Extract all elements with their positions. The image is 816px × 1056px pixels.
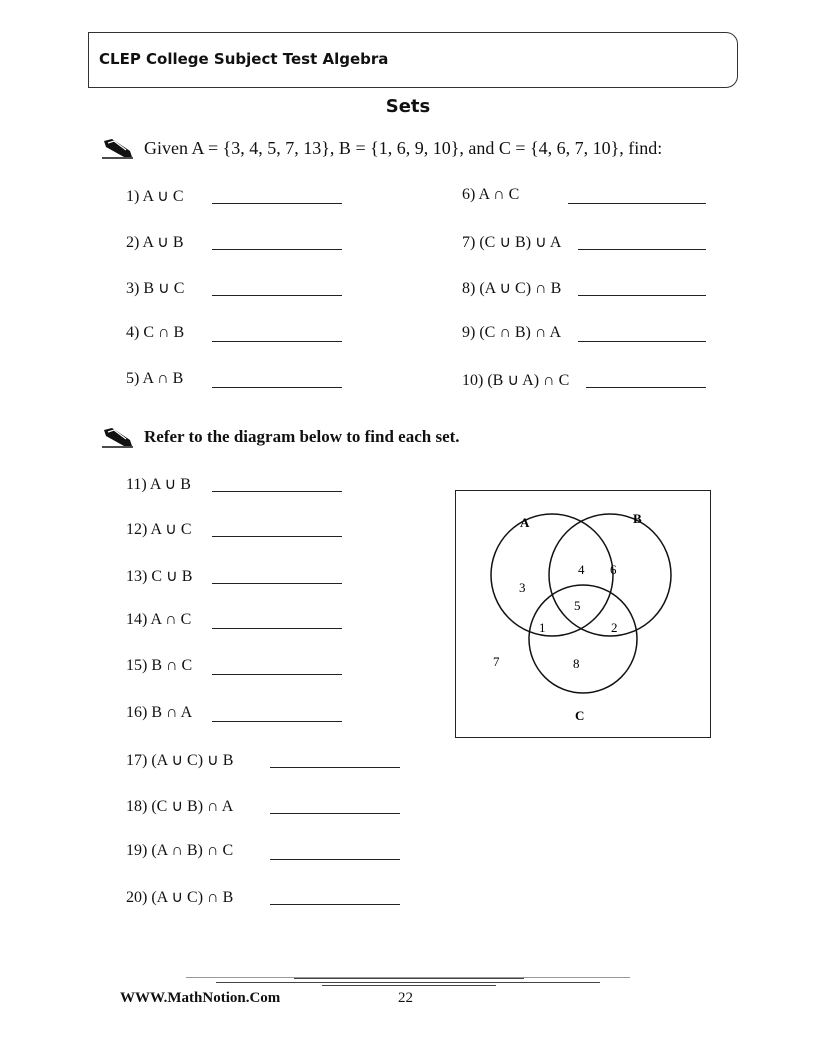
question-10: 10) (B ∪ A) ∩ C <box>462 372 570 389</box>
question-12: 12) A ∪ C <box>126 521 192 538</box>
question-1: 1) A ∪ C <box>126 188 184 205</box>
question-2: 2) A ∪ B <box>126 234 184 251</box>
question-14: 14) A ∩ C <box>126 611 192 628</box>
answer-blank-14[interactable] <box>212 628 342 629</box>
footer-website: WWW.MathNotion.Com <box>120 990 281 1006</box>
section2-instruction-row <box>102 426 460 448</box>
question-16: 16) B ∩ A <box>126 704 193 721</box>
answer-blank-7[interactable] <box>578 249 706 250</box>
question-3: 3) B ∪ C <box>126 280 185 297</box>
answer-blank-12[interactable] <box>212 536 342 537</box>
question-4: 4) C ∩ B <box>126 324 185 341</box>
footer-divider <box>322 985 496 986</box>
venn-label-b: B <box>633 511 642 526</box>
question-7: 7) (C ∪ B) ∪ A <box>462 234 562 251</box>
question-15: 15) B ∩ C <box>126 657 193 674</box>
section1-instruction-row <box>102 137 662 159</box>
venn-region-label: 5 <box>574 598 581 613</box>
venn-region-label: 6 <box>610 562 617 577</box>
venn-circle-c <box>529 585 637 693</box>
header-box <box>88 32 738 88</box>
venn-region-label: 2 <box>611 620 618 635</box>
pencil-hand-icon <box>102 137 134 159</box>
page-number: 22 <box>398 990 413 1006</box>
answer-blank-15[interactable] <box>212 674 342 675</box>
question-18: 18) (C ∪ B) ∩ A <box>126 798 234 815</box>
question-13: 13) C ∪ B <box>126 568 193 585</box>
venn-region-label: 8 <box>573 656 580 671</box>
answer-blank-16[interactable] <box>212 721 342 722</box>
footer-divider <box>294 978 524 979</box>
venn-label-a: A <box>520 515 530 530</box>
pencil-hand-icon <box>102 426 134 448</box>
answer-blank-9[interactable] <box>578 341 706 342</box>
answer-blank-11[interactable] <box>212 491 342 492</box>
answer-blank-18[interactable] <box>270 813 400 814</box>
venn-circle-a <box>491 514 613 636</box>
answer-blank-8[interactable] <box>578 295 706 296</box>
answer-blank-1[interactable] <box>212 203 342 204</box>
question-20: 20) (A ∪ C) ∩ B <box>126 889 234 906</box>
page-title: Sets <box>385 96 431 117</box>
answer-blank-2[interactable] <box>212 249 342 250</box>
answer-blank-19[interactable] <box>270 859 400 860</box>
venn-region-label: 4 <box>578 562 585 577</box>
question-19: 19) (A ∩ B) ∩ C <box>126 842 234 859</box>
venn-diagram-svg <box>456 491 709 736</box>
question-11: 11) A ∪ B <box>126 476 191 493</box>
footer-divider <box>216 982 600 983</box>
question-5: 5) A ∩ B <box>126 370 184 387</box>
venn-region-label: 3 <box>519 580 526 595</box>
answer-blank-17[interactable] <box>270 767 400 768</box>
header-title: CLEP College Subject Test Algebra <box>99 50 389 68</box>
answer-blank-20[interactable] <box>270 904 400 905</box>
venn-region-label: 1 <box>539 620 546 635</box>
answer-blank-3[interactable] <box>212 295 342 296</box>
section1-instruction: Given A = {3, 4, 5, 7, 13}, B = {1, 6, 9, 10}, and C = {4, 6, 7, 10}, find: <box>144 137 663 158</box>
venn-label-c: C <box>575 708 585 723</box>
question-9: 9) (C ∩ B) ∩ A <box>462 324 562 341</box>
venn-diagram <box>455 490 711 738</box>
answer-blank-13[interactable] <box>212 583 342 584</box>
answer-blank-6[interactable] <box>568 203 706 204</box>
answer-blank-4[interactable] <box>212 341 342 342</box>
question-8: 8) (A ∪ C) ∩ B <box>462 280 562 297</box>
question-17: 17) (A ∪ C) ∪ B <box>126 752 234 769</box>
question-6: 6) A ∩ C <box>462 186 520 203</box>
venn-region-label: 7 <box>493 654 500 669</box>
section2-instruction: Refer to the diagram below to find each set. <box>144 427 460 446</box>
answer-blank-10[interactable] <box>586 387 706 388</box>
answer-blank-5[interactable] <box>212 387 342 388</box>
